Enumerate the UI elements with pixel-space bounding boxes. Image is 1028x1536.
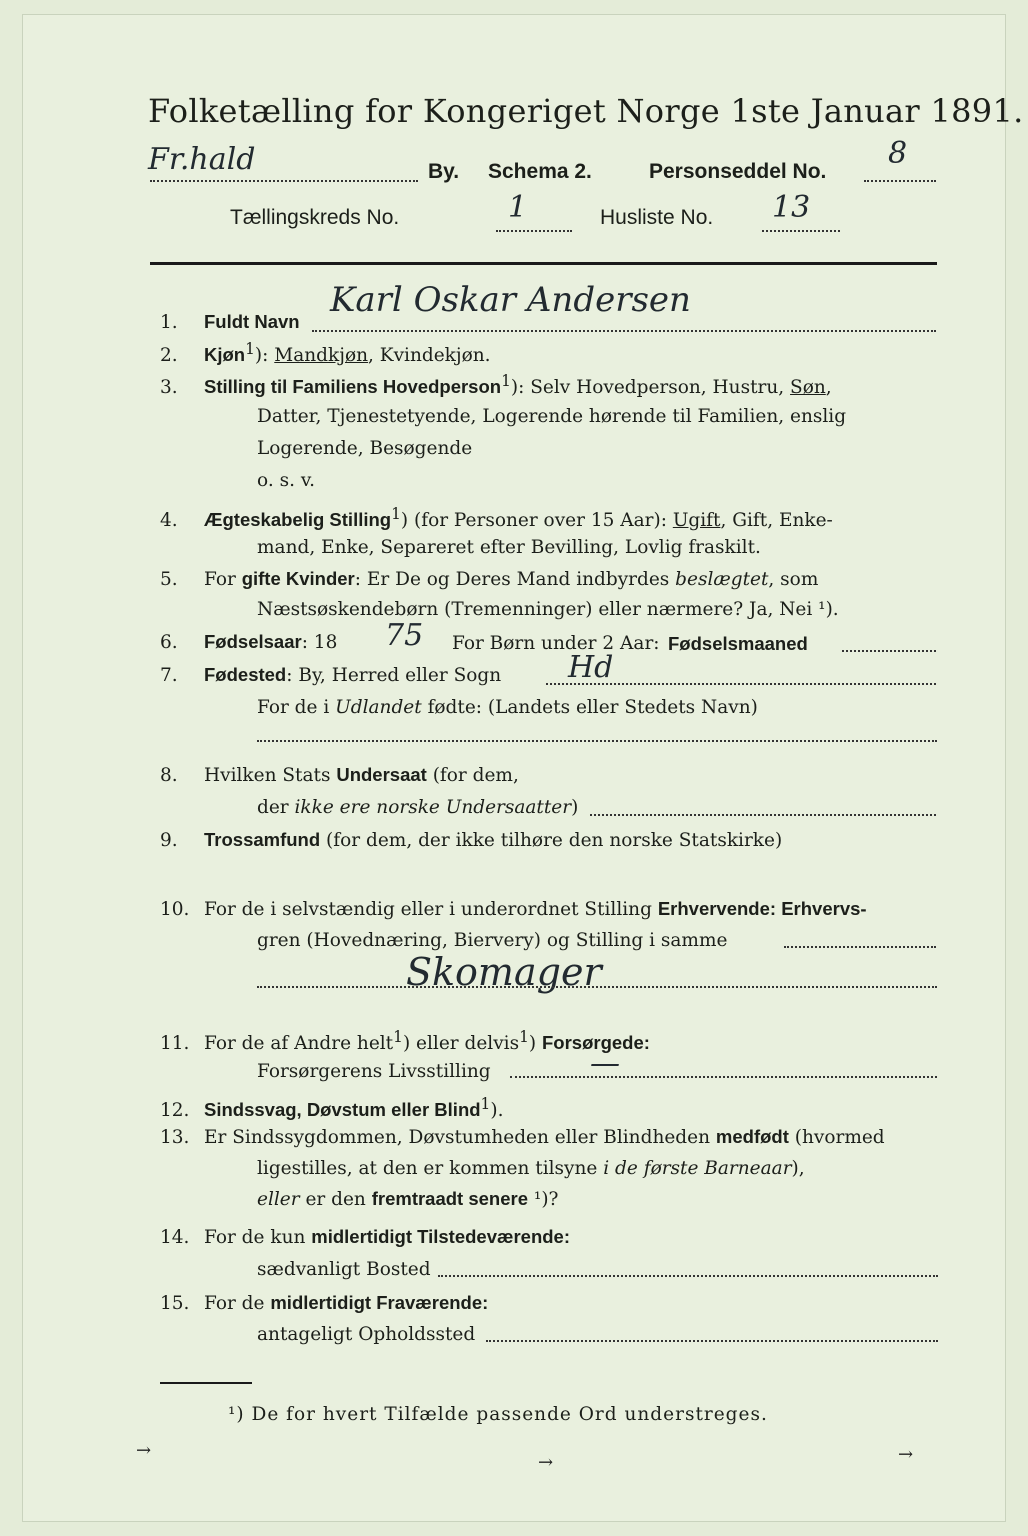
foreign-dotted-line: [257, 740, 937, 742]
schema-label: Schema 2.: [488, 160, 592, 183]
question-number: 4.: [160, 510, 178, 532]
question-label: Fuldt Navn: [204, 311, 300, 332]
question-8-line-2: [257, 797, 578, 818]
question-13: [160, 1128, 885, 1148]
header-rule: [150, 262, 937, 265]
name-dotted-line: [312, 330, 936, 332]
question-label: midlertidigt Tilstedeværende:: [311, 1226, 570, 1247]
question-text: (for dem, der ikke tilhøre den norske Statskirke): [320, 830, 783, 851]
question-text-italic: Udlandet: [335, 697, 422, 718]
husliste-number: 13: [772, 190, 811, 225]
question-text: ) eller delvis: [402, 1033, 520, 1055]
question-label: fremtraadt senere: [371, 1188, 529, 1209]
question-13-line-3: [257, 1188, 558, 1210]
question-label: Fødselsaar: [204, 631, 302, 652]
question-text: fødte: (Landets eller Stedets Navn): [421, 697, 758, 718]
question-text: ).: [490, 1100, 504, 1122]
by-label: By.: [428, 160, 460, 183]
question-text: For de kun: [204, 1227, 312, 1248]
question-label: Stilling til Familiens Hovedperson: [204, 376, 502, 398]
question-text: ): Selv Hovedperson, Hustru,: [510, 377, 791, 399]
question-text: er den: [299, 1189, 372, 1210]
question-number: 7.: [160, 665, 178, 686]
question-label: midlertidigt Fraværende:: [270, 1292, 489, 1313]
question-text: Er Sindssygdommen, Døvstumheden eller Blindheden: [204, 1127, 716, 1148]
city-handwritten: Fr.hald: [148, 142, 256, 177]
question-number: 11.: [160, 1033, 190, 1055]
question-3-line-4: o. s. v.: [257, 470, 315, 491]
question-text: , Gift, Enke-: [720, 510, 833, 532]
opholdssted-dotted-line: [486, 1340, 938, 1342]
question-text-italic: ikke ere norske Undersaatter: [294, 797, 572, 818]
question-text: : By, Herred eller Sogn: [286, 665, 502, 686]
husliste-label: Husliste No.: [600, 206, 714, 229]
footnote-ref: 1: [501, 372, 511, 390]
question-6-children-text: For Børn under 2 Aar:: [452, 633, 660, 654]
question-9: [160, 831, 782, 851]
question-label: Trossamfund: [204, 829, 321, 850]
bosted-dotted-line: [438, 1275, 938, 1277]
question-7-line-2: [257, 697, 758, 718]
question-text: For de i: [257, 697, 336, 718]
question-text: , som: [768, 569, 819, 590]
option-mandkjon: Mandkjøn: [274, 345, 368, 367]
question-13-line-2: [257, 1158, 805, 1179]
question-label: Kjøn: [204, 344, 246, 366]
footnote-ref: 1: [245, 340, 255, 358]
corner-mark-icon: →: [136, 1440, 152, 1461]
question-number: 9.: [160, 830, 178, 851]
corner-mark-icon: →: [538, 1452, 554, 1473]
question-text: (for dem,: [426, 765, 519, 786]
question-3-line-2: Datter, Tjenestetyende, Logerende hørende til Familien, enslig: [257, 406, 847, 427]
birthplace-dotted-line: [546, 683, 936, 685]
question-4-line-2: mand, Enke, Separeret efter Bevilling, Lovlig fraskilt.: [257, 537, 761, 558]
question-10-line-2: gren (Hovednæring, Biervery) og Stilling i samme: [257, 930, 728, 951]
question-text: For: [204, 569, 242, 590]
question-5-line-2: Næstsøskendebørn (Tremenninger) eller nærmere? Ja, Nei ¹).: [257, 599, 839, 620]
question-text-italic: beslægtet: [675, 569, 769, 590]
kreds-number: 1: [508, 190, 528, 225]
question-3: [160, 374, 832, 398]
question-7: [160, 666, 501, 686]
question-text: : 18: [301, 632, 338, 653]
occupation-answer: Skomager: [406, 950, 602, 994]
question-10: [160, 900, 867, 920]
question-text: ):: [254, 345, 275, 367]
question-text: (hvormed: [788, 1127, 885, 1148]
kreds-label: Tællingskreds No.: [230, 206, 400, 229]
question-2: [160, 342, 491, 366]
question-text: For de af Andre helt: [204, 1033, 394, 1055]
question-14: [160, 1228, 570, 1248]
question-number: 14.: [160, 1227, 190, 1248]
question-text: For de i selvstændig eller i underordnet Stilling: [204, 899, 658, 920]
question-6-label-2: Fødselsmaaned: [668, 633, 808, 654]
question-text: ligestilles, at den er kommen tilsyne: [257, 1158, 604, 1179]
question-15-line-2: antageligt Opholdssted: [257, 1324, 476, 1345]
city-dotted-line: [150, 180, 418, 182]
question-11-line-2: Forsørgerens Livsstilling: [257, 1061, 491, 1082]
question-text: ¹)?: [528, 1189, 559, 1210]
option-kvindekjon: , Kvindekjøn.: [368, 345, 491, 367]
question-number: 15.: [160, 1293, 190, 1314]
question-15: [160, 1294, 488, 1314]
footnote-ref: 1: [480, 1095, 491, 1113]
option-son: Søn: [790, 377, 826, 399]
question-text: Hvilken Stats: [204, 765, 337, 786]
occupation-dotted-line-1: [784, 946, 936, 948]
personseddel-number: 8: [888, 136, 908, 171]
name-answer: Karl Oskar Andersen: [330, 280, 691, 320]
birthplace-answer: Hd: [568, 650, 614, 685]
question-text: ) (for Personer over 15 Aar):: [400, 510, 673, 532]
question-label: Sindssvag, Døvstum eller Blind: [204, 1099, 481, 1121]
question-number: 2.: [160, 345, 178, 367]
question-text: : Er De og Deres Mand indbyrdes: [354, 569, 676, 590]
question-text: ): [528, 1033, 542, 1055]
personseddel-dotted-line: [864, 180, 936, 182]
question-number: 3.: [160, 377, 178, 399]
question-8: [160, 766, 519, 786]
footnote-ref: 1: [519, 1028, 529, 1046]
question-number: 5.: [160, 569, 178, 590]
question-text: ),: [791, 1158, 805, 1179]
question-3-line-3: Logerende, Besøgende: [257, 438, 473, 459]
footnote-ref: 1: [393, 1028, 403, 1046]
month-dotted-line: [842, 650, 936, 652]
form-title: Folketælling for Kongeriget Norge 1ste Januar 1891.: [148, 92, 1024, 130]
question-5: [160, 570, 818, 590]
question-label: Erhvervende: Erhvervs-: [657, 898, 867, 919]
question-text: ,: [825, 377, 832, 399]
question-text: ): [571, 797, 579, 818]
question-12: [160, 1097, 503, 1121]
question-number: 12.: [160, 1100, 190, 1122]
question-label: Undersaat: [336, 764, 427, 785]
question-text: For de: [204, 1293, 271, 1314]
footnote: ¹) De for hvert Tilfælde passende Ord understreges.: [228, 1404, 768, 1425]
question-label: medfødt: [715, 1126, 789, 1147]
question-14-line-2: sædvanligt Bosted: [257, 1259, 431, 1280]
question-text: der: [257, 797, 295, 818]
question-4: [160, 507, 833, 531]
provider-dotted-line: [510, 1076, 937, 1078]
question-number: 10.: [160, 899, 190, 920]
undersaat-dotted-line: [590, 814, 936, 816]
kreds-dotted-line: [496, 230, 572, 232]
question-number: 8.: [160, 765, 178, 786]
question-1: [160, 313, 300, 333]
birth-year-answer: 75: [385, 618, 424, 653]
question-label: gifte Kvinder: [241, 568, 355, 589]
question-number: 6.: [160, 632, 178, 653]
option-ugift: Ugift: [672, 510, 721, 532]
question-number: 1.: [160, 312, 178, 333]
question-11: [160, 1030, 650, 1054]
question-number: 13.: [160, 1127, 190, 1148]
husliste-dotted-line: [762, 230, 840, 232]
footnote-ref: 1: [391, 505, 401, 523]
question-label: Fødested: [204, 664, 287, 685]
question-label: Ægteskabelig Stilling: [204, 509, 392, 531]
corner-mark-icon: →: [898, 1444, 914, 1465]
occupation-dotted-line-2: [257, 986, 937, 988]
question-text-italic: i de første Barneaar: [603, 1158, 792, 1179]
provider-answer: —: [590, 1046, 620, 1081]
question-6: [160, 633, 337, 653]
question-text-italic: eller: [257, 1189, 300, 1210]
personseddel-label: Personseddel No.: [649, 160, 827, 183]
question-label: Forsørgede:: [541, 1032, 650, 1054]
footnote-rule: [160, 1382, 252, 1384]
